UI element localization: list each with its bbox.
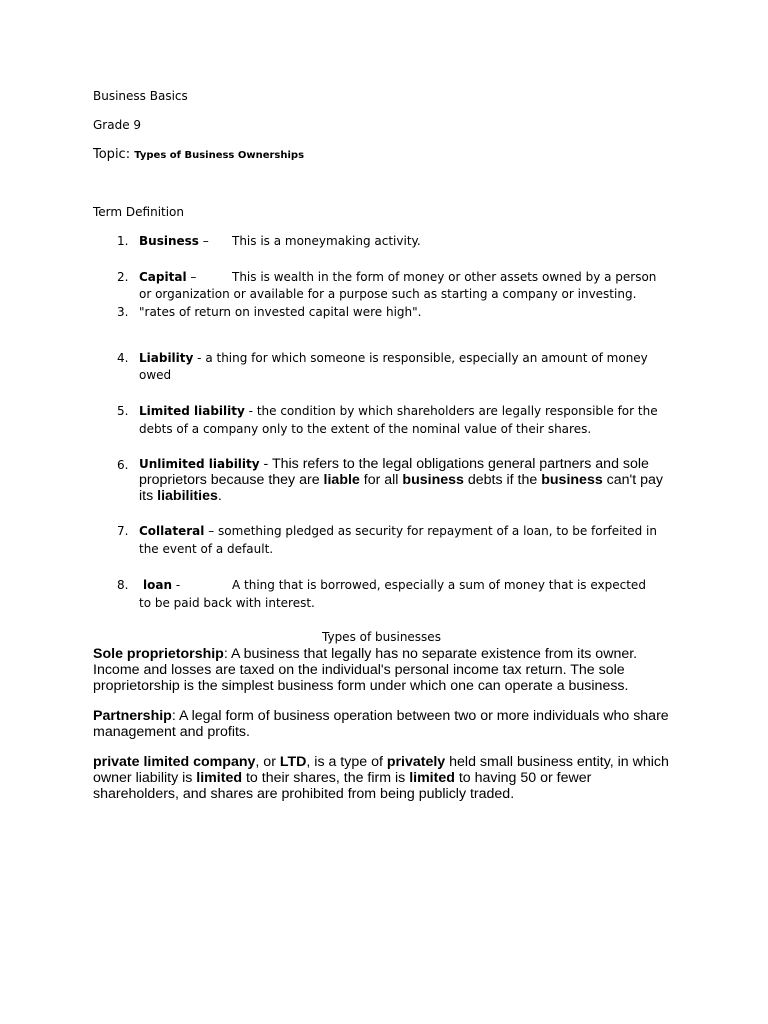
topic-line bbox=[93, 146, 304, 164]
term-number: 2. bbox=[117, 270, 129, 284]
term-definition: its liabilities. bbox=[139, 488, 222, 504]
term-number: 1. bbox=[117, 234, 129, 248]
topic-label: Topic: bbox=[93, 147, 135, 162]
types-heading: Types of businesses bbox=[322, 630, 441, 644]
term-definition: the event of a default. bbox=[139, 542, 274, 556]
term-definition: or organization or available for a purpose such as starting a company or investing. bbox=[139, 287, 637, 301]
ltd-line: owner liability is limited to their shares, the firm is limited to having 50 or fewer bbox=[93, 770, 592, 786]
term-number: 5. bbox=[117, 404, 129, 418]
term-definition: This is a moneymaking activity. bbox=[232, 234, 421, 248]
term-name: loan - bbox=[143, 578, 181, 592]
term-number: 6. bbox=[117, 458, 129, 472]
sole-proprietorship-line: Income and losses are taxed on the individual's personal income tax return. The sole bbox=[93, 662, 625, 678]
term-definition: proprietors because they are liable for all business debts if the business can't pay bbox=[139, 472, 664, 488]
term-definition: Collateral – something pledged as security for repayment of a loan, to be forfeited in bbox=[139, 524, 657, 538]
term-definition: owed bbox=[139, 368, 172, 382]
term-definition: A thing that is borrowed, especially a sum of money that is expected bbox=[232, 578, 646, 592]
term-definition: Limited liability - the condition by which shareholders are legally responsible for the bbox=[139, 404, 658, 418]
ltd-line: shareholders, and shares are prohibited from being publicly traded. bbox=[93, 786, 515, 802]
term-number: 4. bbox=[117, 351, 129, 365]
sole-proprietorship-line: Sole proprietorship: A business that legally has no separate existence from its owner. bbox=[93, 646, 638, 662]
term-name: Business – bbox=[139, 234, 209, 248]
term-number: 7. bbox=[117, 524, 129, 538]
partnership-line: Partnership: A legal form of business operation between two or more individuals who share bbox=[93, 708, 669, 724]
sole-proprietorship-line: proprietorship is the simplest business form under which one can operate a business. bbox=[93, 678, 629, 694]
partnership-line: management and profits. bbox=[93, 724, 250, 740]
ltd-line: private limited company, or LTD, is a type of privately held small business entity, in which bbox=[93, 754, 669, 770]
term-definition: to be paid back with interest. bbox=[139, 596, 315, 610]
term-definition: "rates of return on invested capital were high". bbox=[139, 305, 422, 319]
term-name: Capital – bbox=[139, 270, 197, 284]
section-title: Term Definition bbox=[93, 205, 185, 219]
term-definition: Unlimited liability - This refers to the legal obligations general partners and sole bbox=[139, 456, 649, 472]
term-number: 3. bbox=[117, 305, 129, 319]
course-title: Business Basics bbox=[93, 89, 188, 103]
topic-value: Types of Business Ownerships bbox=[134, 150, 305, 161]
term-definition: This is wealth in the form of money or other assets owned by a person bbox=[232, 270, 657, 284]
term-definition: debts of a company only to the extent of the nominal value of their shares. bbox=[139, 422, 592, 436]
term-number: 8. bbox=[117, 578, 129, 592]
term-definition: Liability - a thing for which someone is responsible, especially an amount of money bbox=[139, 351, 648, 365]
grade-label: Grade 9 bbox=[93, 118, 142, 132]
